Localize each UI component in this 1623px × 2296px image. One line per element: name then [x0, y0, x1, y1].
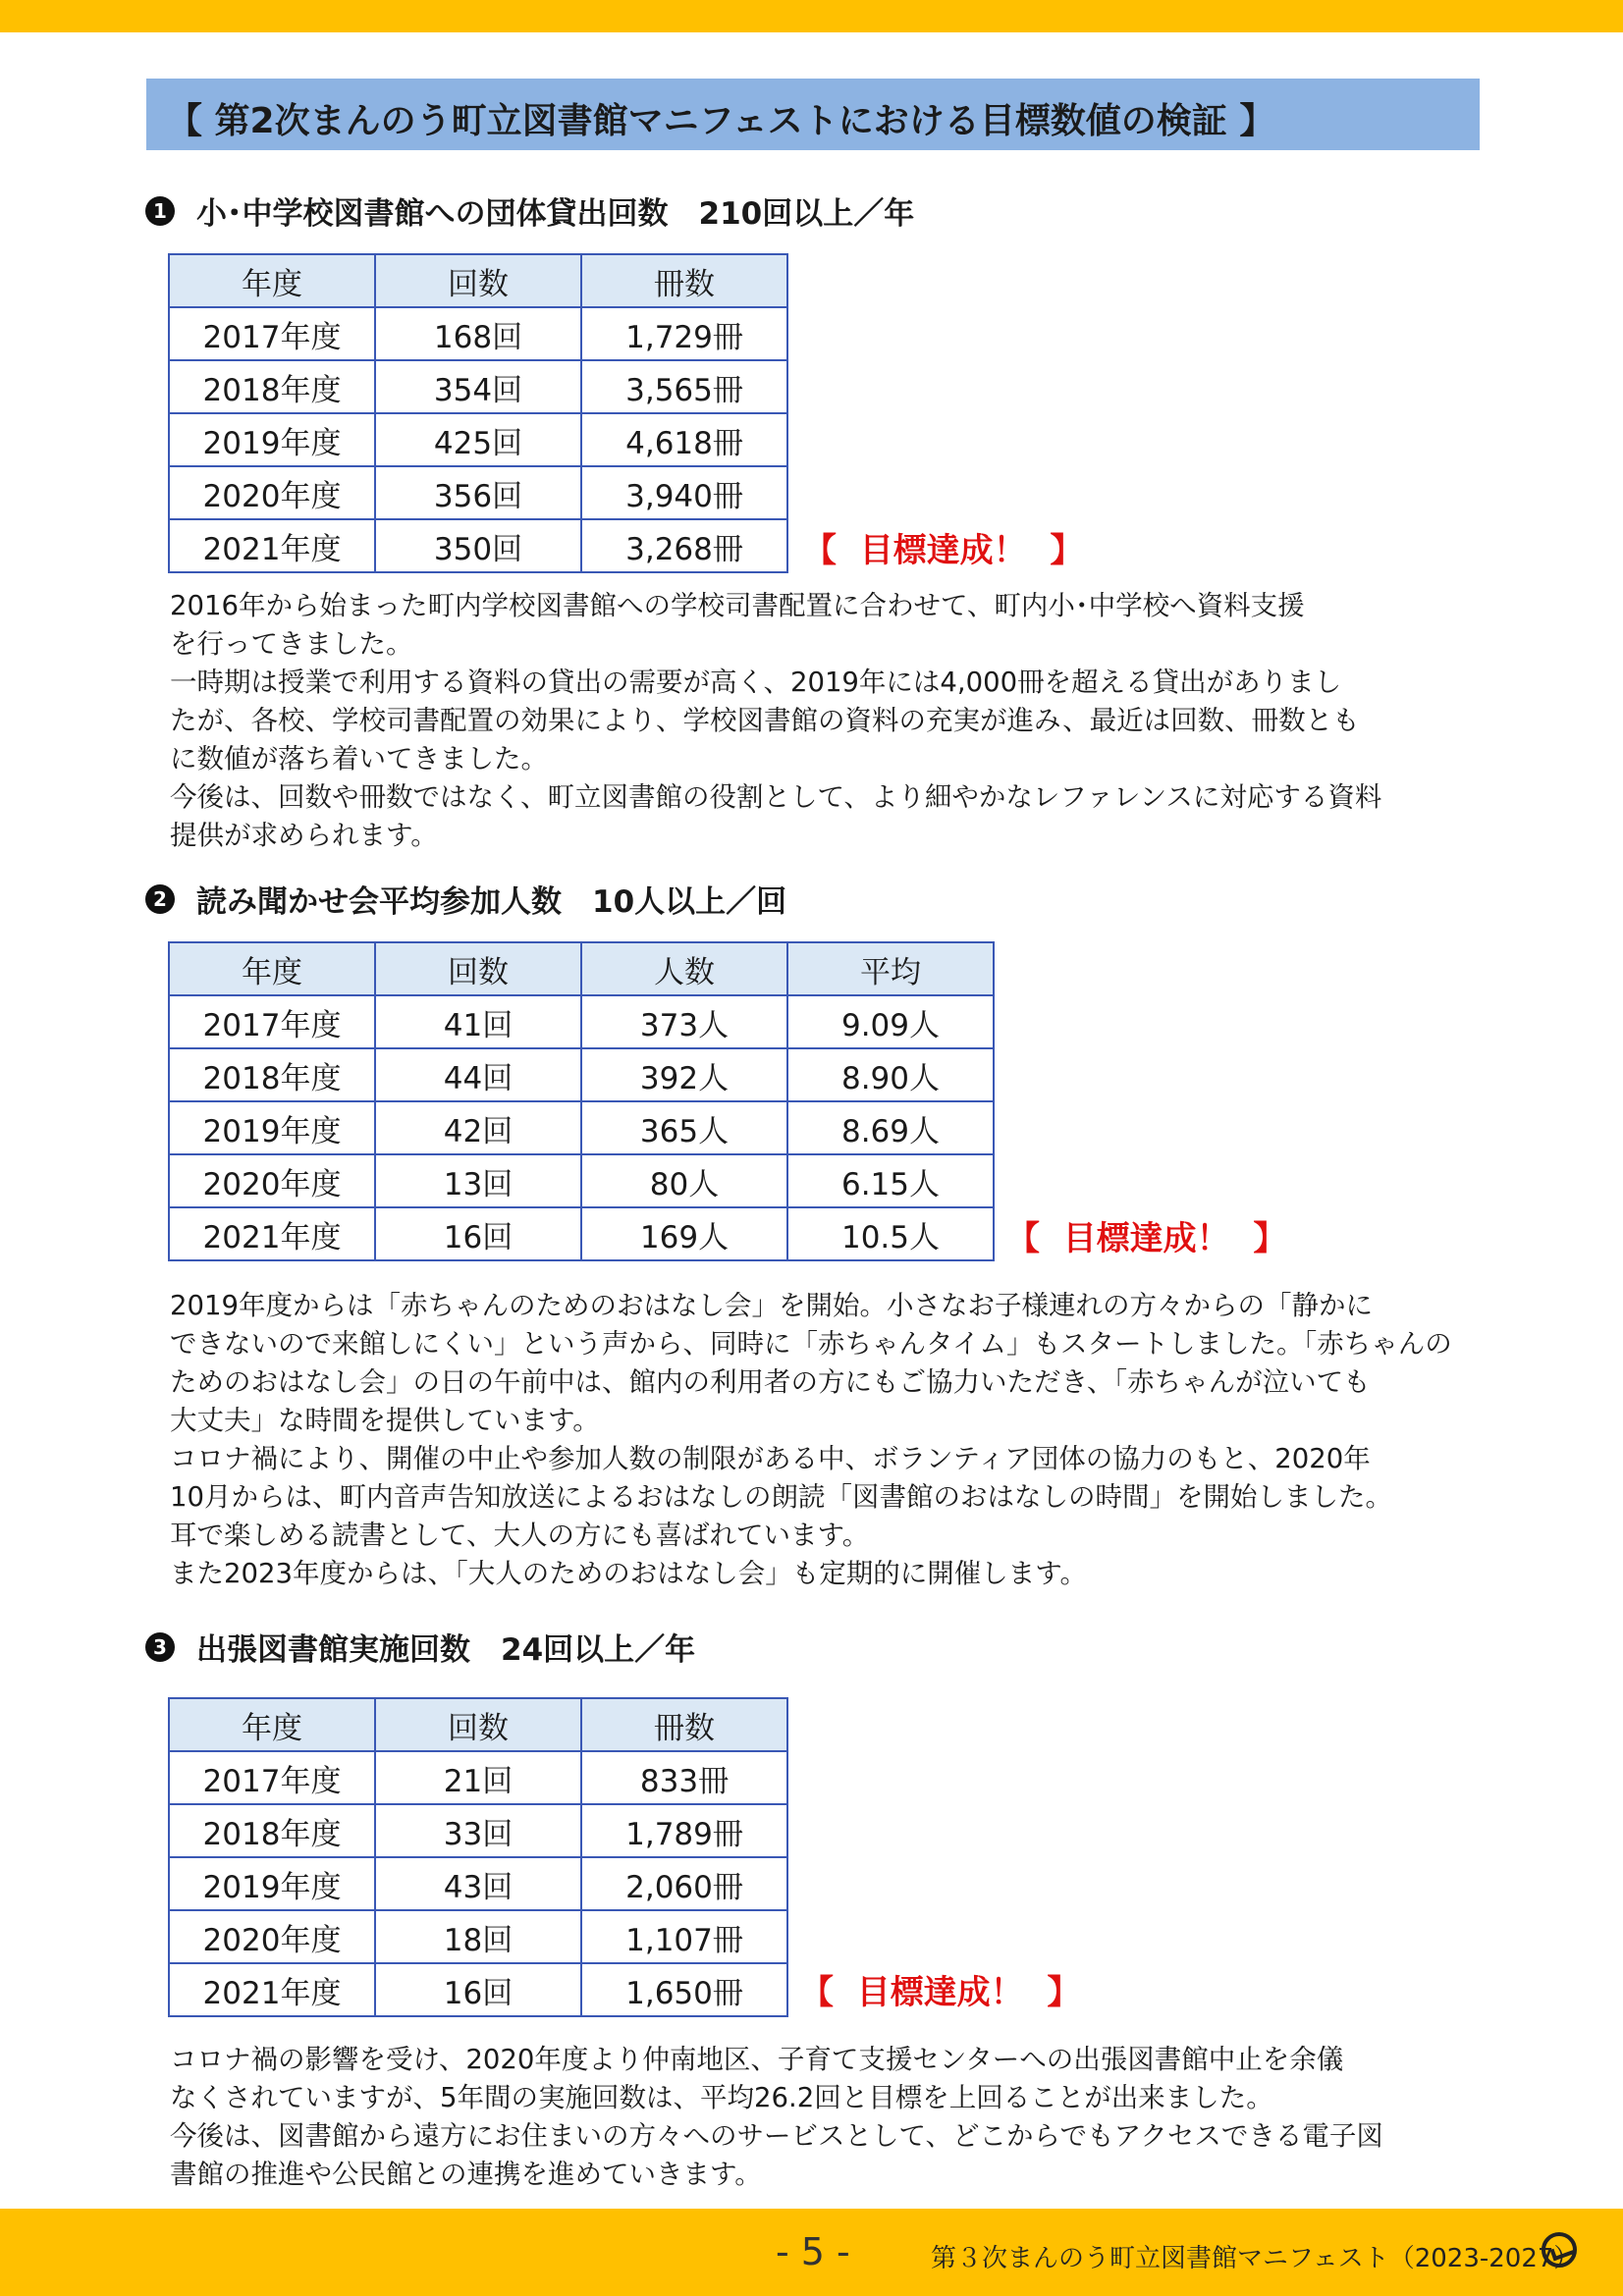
cell: 3,565冊 — [581, 360, 787, 413]
goal-achieved-label: 【 目標達成！ 】 — [803, 531, 1084, 570]
table-row — [169, 1963, 787, 2016]
table-row — [169, 307, 787, 360]
table-row — [169, 519, 787, 572]
cell: 80人 — [581, 1154, 787, 1207]
table-header-row — [169, 254, 787, 307]
text-line: コロナ禍により、開催の中止や参加人数の制限がある中、ボランティア団体の協力のもと、2020年 — [170, 1443, 1371, 1474]
text-line: 書館の推進や公民館との連携を進めていきます。 — [170, 2159, 762, 2190]
table-row — [169, 413, 787, 466]
section-3-title: 出張図書館実施回数 24回以上／年 — [196, 1632, 696, 1668]
cell: 16回 — [375, 1207, 581, 1260]
footer-title: 第３次まんのう町立図書館マニフェスト（2023-2027） — [931, 2244, 1580, 2273]
table-header-row — [169, 1698, 787, 1751]
table-row — [169, 1804, 787, 1857]
text-line: を行ってきました。 — [170, 628, 413, 660]
section-1-paragraph — [170, 587, 1486, 855]
cell: 43回 — [375, 1857, 581, 1910]
cell: 9.09人 — [787, 995, 994, 1048]
cell: 168回 — [375, 307, 581, 360]
text-line: 2016年から始まった町内学校図書館への学校司書配置に合わせて、町内小･中学校へ資料支援 — [170, 590, 1305, 621]
text-line: また2023年度からは、「大人のためのおはなし会」も定期的に開催します。 — [170, 1558, 1088, 1589]
col-header: 年度 — [169, 254, 375, 307]
cell: 1,789冊 — [581, 1804, 787, 1857]
col-header: 回数 — [375, 1698, 581, 1751]
table-row — [169, 995, 994, 1048]
page-title: 【 第2次まんのう町立図書館マニフェストにおける目標数値の検証 】 — [167, 101, 1275, 141]
cell: 169人 — [581, 1207, 787, 1260]
section-1-title: 小･中学校図書館への団体貸出回数 210回以上／年 — [196, 196, 915, 232]
cell: 2021年度 — [169, 519, 375, 572]
cell: 21回 — [375, 1751, 581, 1804]
text-line: 提供が求められます。 — [170, 820, 438, 851]
cell: 1,729冊 — [581, 307, 787, 360]
table-row — [169, 1048, 994, 1101]
cell: 354回 — [375, 360, 581, 413]
section-2-number-badge: 2 — [145, 884, 175, 914]
cell: 3,940冊 — [581, 466, 787, 519]
cell: 4,618冊 — [581, 413, 787, 466]
text-line: 10月からは、町内音声告知放送によるおはなしの朗読「図書館のおはなしの時間」を開始しました。 — [170, 1481, 1392, 1513]
section-2-paragraph — [170, 1287, 1486, 1593]
cell: 33回 — [375, 1804, 581, 1857]
table-school-loans — [168, 253, 788, 573]
cell: 425回 — [375, 413, 581, 466]
cell: 10.5人 — [787, 1207, 994, 1260]
cell: 44回 — [375, 1048, 581, 1101]
table-row — [169, 1857, 787, 1910]
text-line: 一時期は授業で利用する資料の貸出の需要が高く、2019年には4,000冊を超える貸出がありまし — [170, 667, 1342, 698]
cell: 2018年度 — [169, 1048, 375, 1101]
cell: 6.15人 — [787, 1154, 994, 1207]
cell: 8.69人 — [787, 1101, 994, 1154]
text-line: なくされていますが、5年間の実施回数は、平均26.2回と目標を上回ることが出来ました。 — [170, 2082, 1273, 2113]
cell: 350回 — [375, 519, 581, 572]
library-logo-icon — [1542, 2232, 1577, 2268]
cell: 365人 — [581, 1101, 787, 1154]
table-row — [169, 1101, 994, 1154]
cell: 2018年度 — [169, 1804, 375, 1857]
table-storytime — [168, 941, 995, 1261]
col-header: 冊数 — [581, 1698, 787, 1751]
text-line: 2019年度からは「赤ちゃんのためのおはなし会」を開始。小さなお子様連れの方々からの「静かに — [170, 1290, 1373, 1321]
table-header-row — [169, 942, 994, 995]
text-line: 今後は、回数や冊数ではなく、町立図書館の役割として、より細やかなレファレンスに対応する資料 — [170, 781, 1382, 813]
cell: 2020年度 — [169, 1910, 375, 1963]
cell: 2020年度 — [169, 466, 375, 519]
cell: 2021年度 — [169, 1207, 375, 1260]
section-3-paragraph — [170, 2041, 1486, 2194]
col-header: 年度 — [169, 942, 375, 995]
cell: 356回 — [375, 466, 581, 519]
text-line: たが、各校、学校司書配置の効果により、学校図書館の資料の充実が進み、最近は回数、冊数とも — [170, 705, 1360, 736]
cell: 373人 — [581, 995, 787, 1048]
cell: 2017年度 — [169, 1751, 375, 1804]
table-row — [169, 1154, 994, 1207]
cell: 42回 — [375, 1101, 581, 1154]
section-2-title: 読み聞かせ会平均参加人数 10人以上／回 — [196, 884, 787, 920]
top-accent-bar — [0, 0, 1623, 32]
table-row — [169, 1910, 787, 1963]
table-row — [169, 1207, 994, 1260]
section-2-heading — [145, 877, 786, 921]
section-1-heading — [145, 188, 914, 233]
table-mobile-library — [168, 1697, 788, 2017]
cell: 2019年度 — [169, 413, 375, 466]
cell: 2020年度 — [169, 1154, 375, 1207]
cell: 2019年度 — [169, 1101, 375, 1154]
cell: 2017年度 — [169, 307, 375, 360]
section-3-heading — [145, 1625, 695, 1669]
cell: 41回 — [375, 995, 581, 1048]
page-number: - 5 - — [776, 2230, 850, 2273]
col-header: 平均 — [787, 942, 994, 995]
col-header: 年度 — [169, 1698, 375, 1751]
section-3-number-badge: 3 — [145, 1632, 175, 1662]
col-header: 回数 — [375, 254, 581, 307]
col-header: 回数 — [375, 942, 581, 995]
text-line: コロナ禍の影響を受け、2020年度より仲南地区、子育て支援センターへの出張図書館中止を余儀 — [170, 2044, 1344, 2075]
goal-achieved-label: 【 目標達成！ 】 — [1006, 1219, 1287, 1258]
text-line: ためのおはなし会」の日の午前中は、館内の利用者の方にもご協力いただき、「赤ちゃんが泣いても — [170, 1366, 1371, 1398]
cell: 2017年度 — [169, 995, 375, 1048]
text-line: 今後は、図書館から遠方にお住まいの方々へのサービスとして、どこからでもアクセスできる電子図 — [170, 2120, 1383, 2152]
text-line: できないので来館しにくい」という声から、同時に「赤ちゃんタイム」もスタートしました。「赤ちゃんの — [170, 1328, 1452, 1360]
cell: 2019年度 — [169, 1857, 375, 1910]
goal-achieved-label: 【 目標達成！ 】 — [800, 1973, 1081, 2012]
col-header: 人数 — [581, 942, 787, 995]
cell: 1,107冊 — [581, 1910, 787, 1963]
cell: 3,268冊 — [581, 519, 787, 572]
text-line: 大丈夫」な時間を提供しています。 — [170, 1405, 600, 1436]
table-row — [169, 360, 787, 413]
text-line: 耳で楽しめる読書として、大人の方にも喜ばれています。 — [170, 1520, 870, 1551]
cell: 2,060冊 — [581, 1857, 787, 1910]
cell: 13回 — [375, 1154, 581, 1207]
cell: 2018年度 — [169, 360, 375, 413]
cell: 16回 — [375, 1963, 581, 2016]
section-1-number-badge: 1 — [145, 196, 175, 226]
text-line: に数値が落ち着いてきました。 — [170, 743, 548, 774]
cell: 2021年度 — [169, 1963, 375, 2016]
table-row — [169, 1751, 787, 1804]
cell: 833冊 — [581, 1751, 787, 1804]
col-header: 冊数 — [581, 254, 787, 307]
cell: 18回 — [375, 1910, 581, 1963]
cell: 1,650冊 — [581, 1963, 787, 2016]
table-row — [169, 466, 787, 519]
cell: 8.90人 — [787, 1048, 994, 1101]
cell: 392人 — [581, 1048, 787, 1101]
